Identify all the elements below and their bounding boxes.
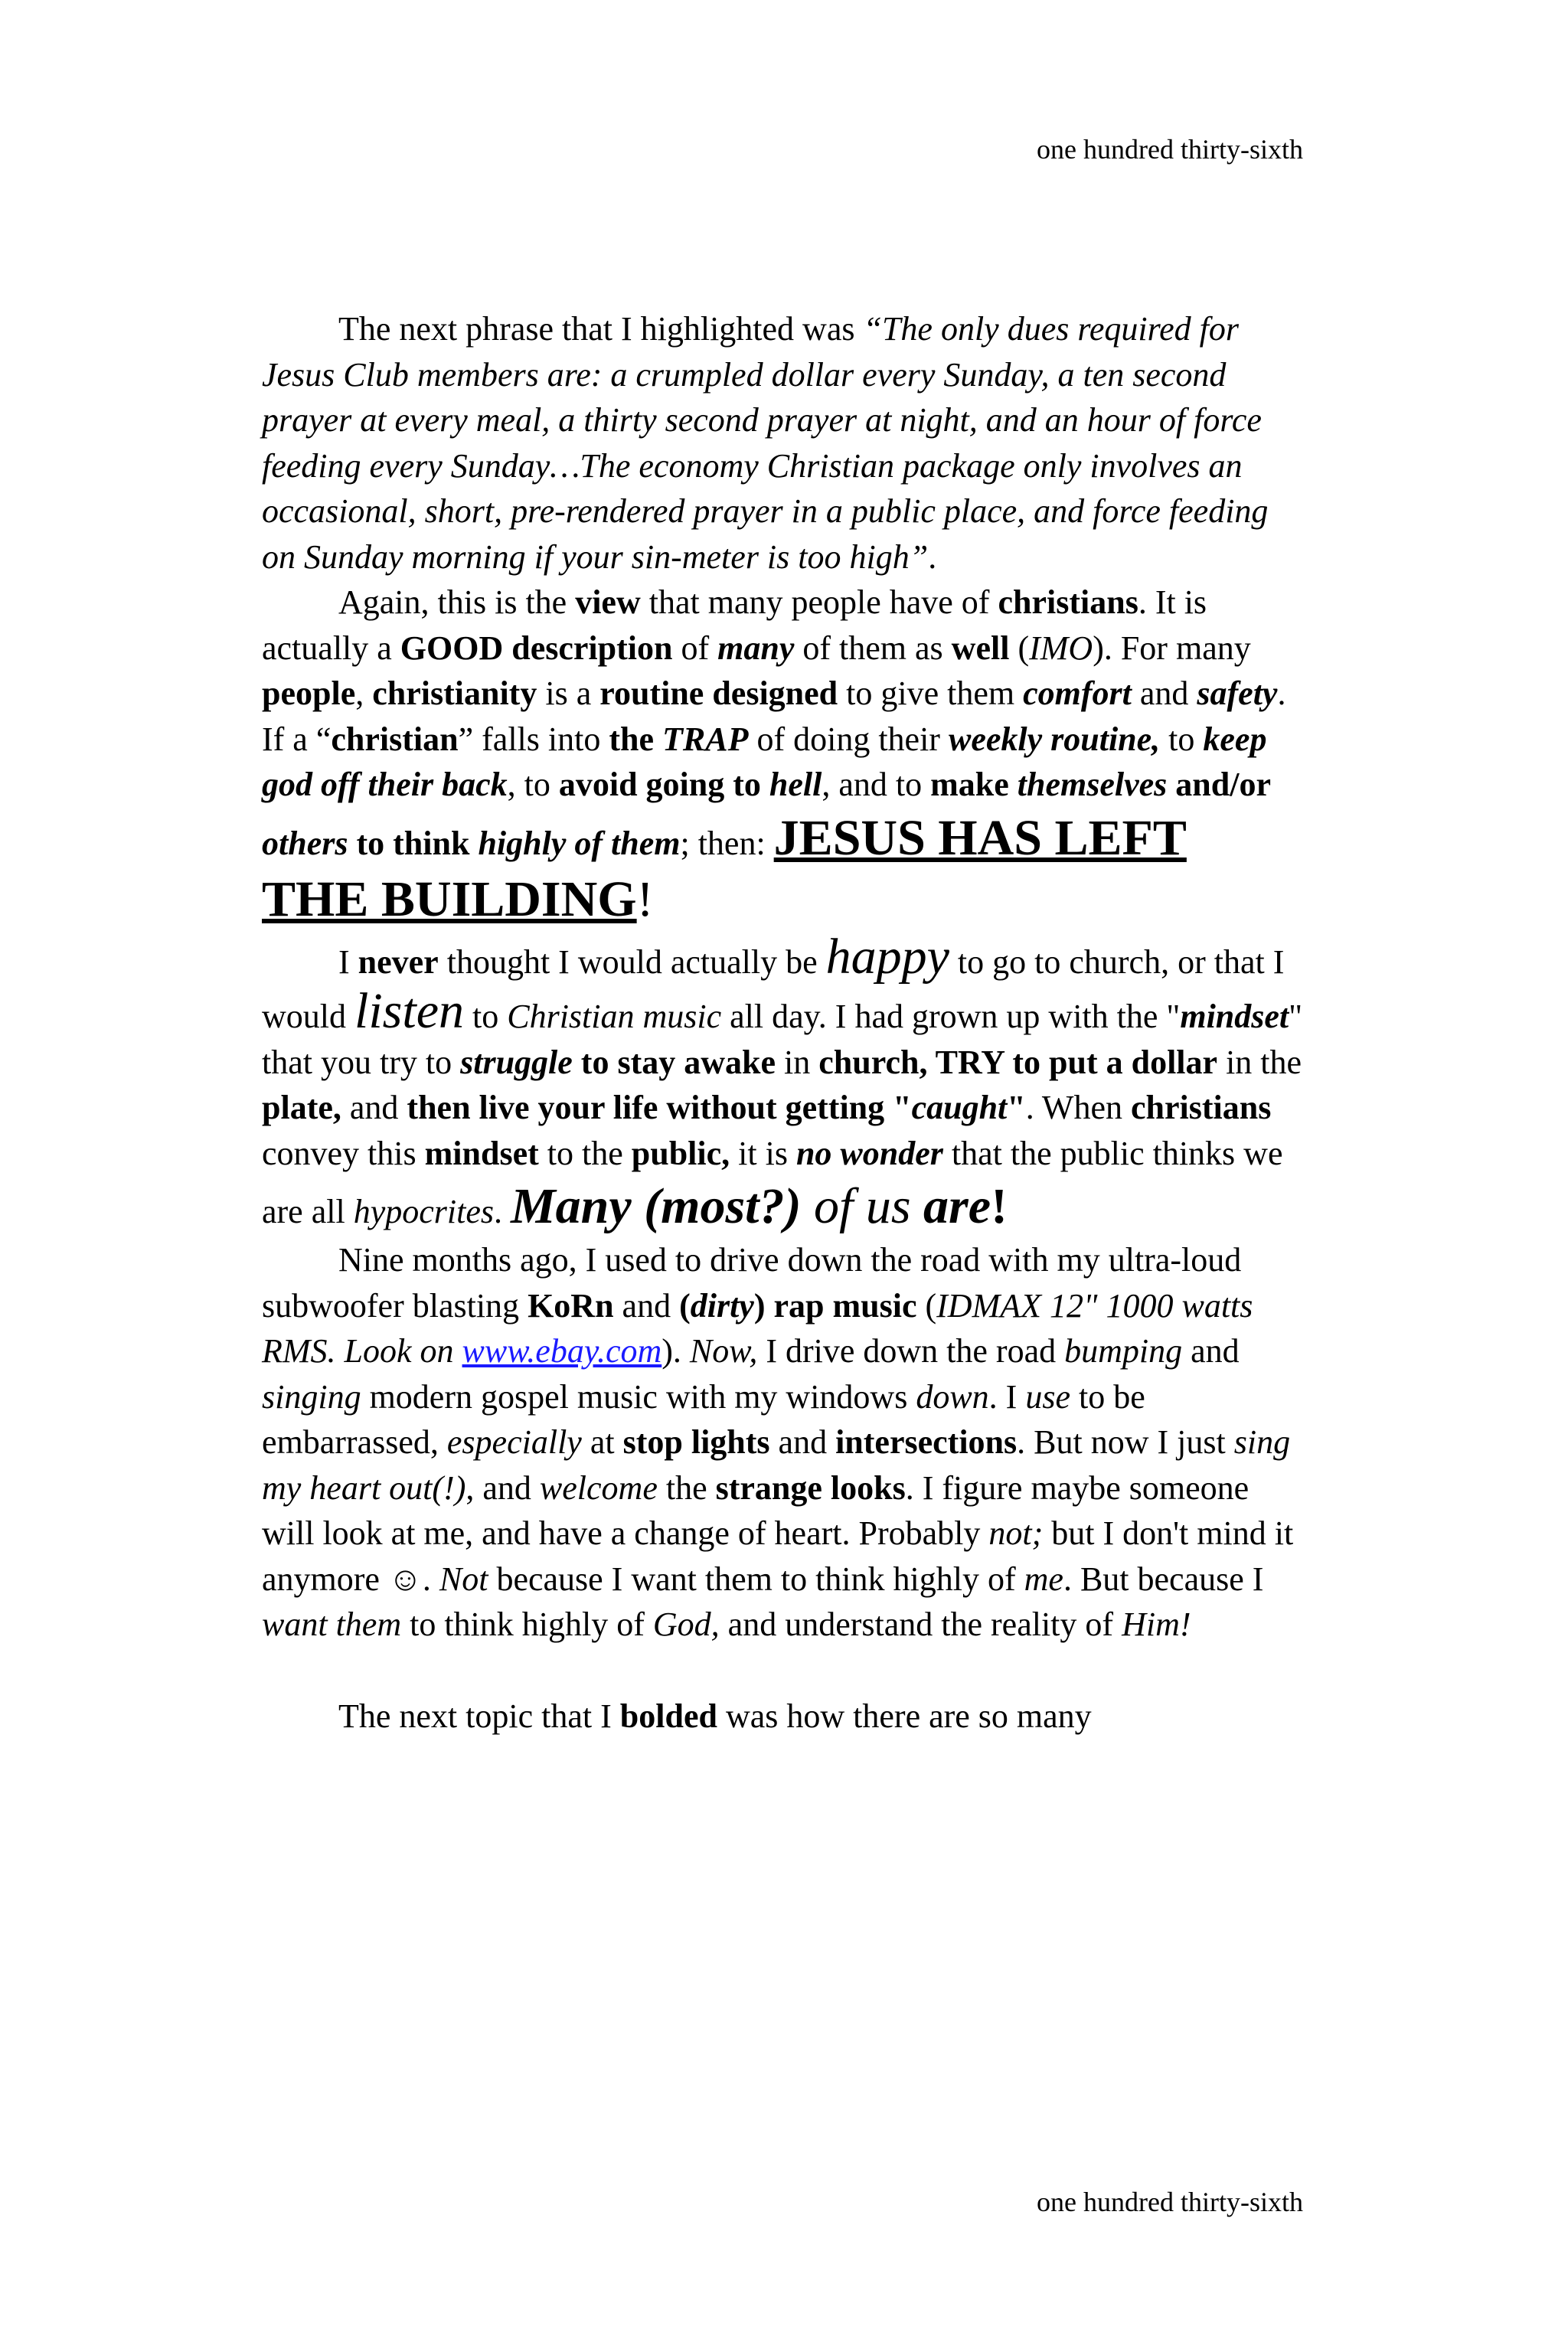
large-italic-run: listen [354,983,464,1039]
text-run: convey this [262,1134,425,1172]
paragraph-next-topic [262,1694,1303,1740]
bold-run: bolded [619,1697,717,1735]
large-bold-italic-run: are [923,1178,991,1234]
bold-run: to think [348,824,479,862]
text-run: I [338,942,358,981]
text-run: I drive down the road [757,1332,1065,1370]
paragraph-happy-church [262,930,1303,1238]
bold-run: mindset [424,1134,539,1172]
bold-run: routine designed [599,675,838,712]
bold-run: people [262,675,356,712]
bold-run: avoid going to [558,766,769,803]
text-run: . But because I [1063,1560,1264,1598]
text-run: the [657,1468,716,1507]
bold-run: christians [1130,1089,1272,1126]
text-run: modern gospel music with my windows [361,1377,916,1416]
italic-run: welcome [539,1468,658,1507]
text-run: and [613,1286,680,1325]
text-run [654,720,662,758]
text-run: and [769,1423,836,1461]
bold-run: church, TRY to put a dollar [818,1043,1218,1081]
bold-italic-run: others [262,824,348,862]
bold-run: christianity [372,675,537,712]
italic-run: Now, [689,1332,758,1370]
italic-run: IMO [1029,629,1093,667]
text-run: ( [1009,629,1030,667]
italic-run: Not [439,1560,488,1598]
text-run: to be embarrassed, [262,1377,1145,1461]
text-run: to give them [838,675,1024,712]
bold-italic-run: struggle [460,1043,573,1081]
italic-run: Him! [1122,1606,1191,1643]
text-run: . [928,537,937,576]
bold-italic-run: safety [1197,675,1278,712]
text-run: it is [730,1134,796,1172]
bold-run: KoRn [528,1286,614,1325]
bold-run: and/or [1167,766,1271,803]
text-run: and [1131,675,1197,712]
text-run: , and [466,1468,540,1507]
text-run: and understand the reality of [719,1606,1122,1643]
text-run: that the public thinks we are all [262,1134,1283,1230]
text-run: . When [1025,1089,1131,1126]
large-italic-run: happy [825,928,949,985]
bold-italic-run: no wonder [795,1134,943,1172]
paragraph-view-of-christians [262,580,1303,930]
running-footer: one hundred thirty-sixth [1037,2187,1303,2217]
text-run: The next phrase that I highlighted was [338,310,864,348]
bold-run: GOOD description [400,629,673,667]
text-run: The next topic that I [338,1697,620,1735]
bold-italic-run: TRAP [662,720,749,758]
text-run: in [776,1043,819,1081]
italic-run: especially [446,1423,582,1461]
running-header: one hundred thirty-sixth [1037,134,1303,165]
text-run: Again, this is the [338,583,576,621]
text-run: . But now I just [1017,1423,1234,1461]
large-italic-run: of us [801,1178,924,1234]
text-run: ” falls into [458,720,609,758]
italic-run: Christian music [507,998,722,1035]
text-run: . [494,1193,511,1230]
text-run: ! [636,871,654,927]
text-run: of doing their [748,720,949,758]
italic-run: want them [262,1606,402,1643]
text-run: . I [988,1377,1026,1416]
italic-run: bumping [1064,1332,1183,1370]
text-run: ; then: [680,824,774,862]
text-run: . If a “ [262,675,1286,758]
text-run: but I don't mind it anymore ☺. [262,1514,1294,1598]
text-run: " that you try to [262,998,1303,1081]
bold-run: christian [331,720,459,758]
text-run: ). For many [1093,629,1251,667]
bold-run: plate, [262,1089,341,1126]
text-run: is a [537,675,600,712]
bold-run: ) rap music [753,1286,917,1325]
italic-run: down [916,1377,989,1416]
text-run: because I want them to think highly of [488,1560,1024,1598]
bold-run: never [358,942,439,981]
text-run: to go to church, or that I would [262,942,1285,1035]
text-run: and [1182,1332,1240,1370]
bold-run: to stay awake [572,1043,776,1081]
text-run: ( [916,1286,937,1325]
text-run: to [1160,720,1204,758]
bold-italic-run: weekly routine, [948,720,1161,758]
text-run: was how there are so many [717,1697,1092,1735]
italic-run: singing [262,1377,361,1416]
paragraph-gap [262,1648,1303,1694]
text-run: to [464,998,508,1035]
text-run: of [672,629,718,667]
text-run: and [341,1089,407,1126]
text-run: Nine months ago, I used to drive down the road with my ultra-loud subwoofer blasting [262,1241,1242,1325]
bold-italic-run: comfort [1023,675,1132,712]
bold-italic-run: highly of them [478,824,681,862]
text-run: in the [1217,1043,1302,1081]
text-run: . It is actually a [262,583,1207,667]
bold-italic-run: hell [769,766,822,803]
italic-run: sing my heart out(!) [262,1423,1291,1507]
bold-run: " [1007,1089,1026,1126]
italic-run: God, [652,1606,720,1643]
text-run: , [355,675,373,712]
text-run: to the [538,1134,632,1172]
text-run: , and to [822,766,931,803]
text-run: , to [507,766,559,803]
italic-run: use [1025,1377,1070,1416]
ebay-link[interactable]: www.ebay.com [462,1332,662,1370]
body-text [262,306,1303,1739]
text-run: all day. I had grown up with the " [721,998,1181,1035]
text-run: at [581,1423,623,1461]
bold-italic-run: mindset [1180,998,1289,1035]
italic-run: IDMAX 12" 1000 watts RMS. Look on [262,1286,1253,1370]
text-run: that many people have of [640,583,998,621]
paragraph-nine-months-ago [262,1237,1303,1648]
bold-run: christians [998,583,1138,621]
bold-italic-run: themselves [1017,766,1168,803]
italic-run: hypocrites [353,1193,494,1230]
italic-run: not; [988,1514,1044,1552]
bold-run: make [930,766,1018,803]
bold-run: intersections [835,1423,1018,1461]
text-run: to think highly of [401,1606,653,1643]
quoted-phrase: “The only dues required for Jesus Club members are: a crumpled dollar every Sunday, a ten second prayer at every meal, a thirty second prayer at night, and an hour of force feeding every Sunday…The economy Christian package only involves an occasional, short, pre-rendered prayer in a public place, and force feeding on Sunday morning if your sin-meter is too high” [262,310,1269,576]
bold-run: the [609,720,654,758]
jesus-has-left-heading: JESUS HAS LEFT THE BUILDING [262,809,1187,927]
bold-italic-run: caught [911,1089,1008,1126]
italic-run: me [1024,1560,1063,1598]
bold-run: public, [631,1134,730,1172]
bold-run: then live your life without getting " [407,1089,912,1126]
text-run: of them as [794,629,952,667]
bold-italic-run: many [717,629,795,667]
large-bold-italic-run: Many (most?) [511,1178,802,1234]
bold-italic-run: keep god off their back [262,720,1267,803]
paragraph-highlighted-phrase [262,306,1303,580]
bold-run: stop lights [622,1423,770,1461]
bold-italic-run: dirty [690,1286,754,1325]
text-run: ). [662,1332,690,1370]
bold-run: ( [679,1286,691,1325]
bold-run: strange looks [715,1468,906,1507]
bold-run: view [575,583,641,621]
text-run: . I figure maybe someone will look at me, and have a change of heart. Probably [262,1468,1250,1552]
text-run: thought I would actually be [438,942,826,981]
bold-run: well [951,629,1010,667]
large-bold-run: ! [991,1178,1008,1234]
